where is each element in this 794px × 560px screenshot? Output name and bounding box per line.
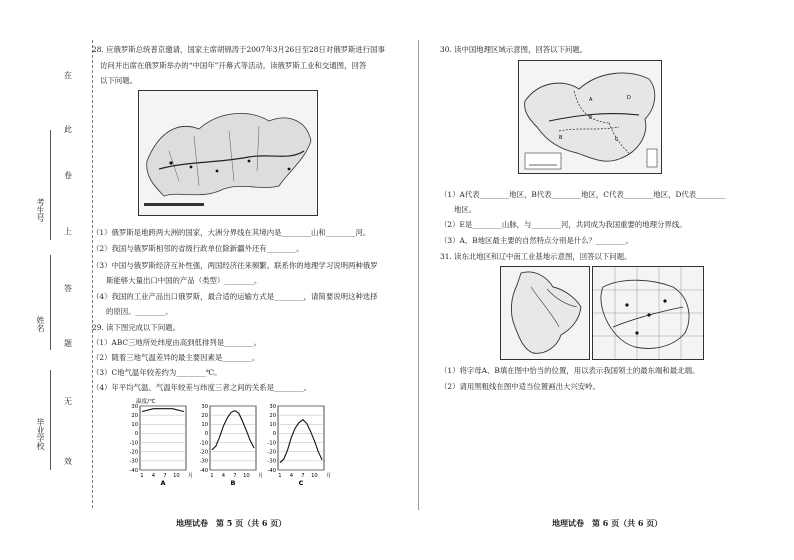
y-tick-label: 0: [272, 431, 276, 438]
china-regions-map: [518, 60, 662, 174]
field-exam-number-label: 考生号: [36, 198, 45, 222]
y-tick-label: 30: [201, 403, 208, 410]
q28-item: （1）俄罗斯是地跨两大洲的国家，大洲分界线在其境内是________山和________河。: [92, 228, 371, 237]
panel-label: A: [160, 479, 166, 487]
y-tick-label: -30: [129, 458, 138, 465]
y-tick-label: 20: [269, 412, 276, 419]
q31-stem: 31. 读东北地区和辽中南工业基地示意图，回答以下问题。: [440, 252, 632, 261]
x-tick-label: 7: [163, 473, 167, 479]
seal-char: 题: [64, 339, 72, 348]
x-tick-label: 1: [140, 473, 144, 479]
panel-label: C: [298, 479, 304, 487]
china-map-drawing: [519, 61, 661, 173]
svg-text:E: E: [589, 115, 593, 121]
q28-stem-line: 28. 应俄罗斯总统普京邀请，国家主席胡锦涛于2007年3月26日至28日对俄罗斯进行国事: [92, 45, 385, 54]
q28-item: 斯能够大量出口中国的产品（类型）________。: [106, 276, 262, 285]
y-tick-label: 30: [269, 403, 276, 410]
liaozhongnan-map-drawing: [593, 267, 703, 359]
left-page-footer: 地理试卷 第 5 页（共 6 页）: [176, 518, 287, 528]
svg-text:C: C: [615, 137, 619, 143]
y-tick-label: -10: [129, 440, 138, 447]
q28-item: （2）我国与俄罗斯相邻的省级行政单位除新疆外还有________。: [92, 244, 304, 253]
q31-item: （1）将字母A、B填在图中恰当的位置，用以表示我国领土的最东端和最北端。: [440, 366, 700, 375]
chart-frame: [140, 406, 186, 470]
y-tick-label: 0: [204, 431, 208, 438]
y-axis-label: 温度/℃: [136, 399, 156, 405]
q30-item: （3）A、B地区最主要的自然特点分别是什么？________。: [440, 236, 633, 245]
field-exam-number-line: [50, 130, 51, 240]
seal-char: 答: [64, 284, 72, 293]
svg-text:B: B: [559, 135, 563, 141]
y-tick-label: 0: [134, 431, 138, 438]
x-axis-label: 月: [258, 473, 264, 479]
y-tick-label: -40: [199, 467, 208, 474]
q29-item: （4）年平均气温、气温年较差与纬度三者之间的关系是________。: [92, 383, 312, 392]
x-tick-label: 1: [278, 473, 282, 479]
page-divider: [418, 40, 419, 510]
chart-frame: [278, 406, 324, 470]
q29-stem: 29. 读下图完成以下问题。: [92, 323, 181, 332]
q31-item: （2）请用黑粗线在图中适当位置画出大兴安岭。: [440, 382, 600, 391]
x-tick-label: 7: [301, 473, 305, 479]
svg-text:A: A: [589, 97, 593, 103]
x-tick-label: 10: [173, 473, 180, 479]
binding-dashed-line: [92, 40, 93, 508]
x-axis-label: 月: [326, 473, 332, 479]
field-name-line: [50, 255, 51, 350]
x-axis-label: 月: [188, 473, 194, 479]
panel-label: B: [230, 479, 236, 487]
x-tick-label: 4: [151, 473, 156, 479]
northeast-china-map: [500, 266, 590, 360]
field-name-label: 姓名: [36, 316, 45, 332]
q28-stem-line: 访问并出席在俄罗斯举办的“中国年”开幕式等活动。读俄罗斯工业和交通图，回答: [100, 61, 367, 70]
y-tick-label: 20: [201, 412, 208, 419]
climate-charts: [118, 394, 332, 492]
x-tick-label: 4: [221, 473, 226, 479]
x-tick-label: 10: [311, 473, 318, 479]
q28-item: （3）中国与俄罗斯经济互补性强，两国经济往来频繁。联系你的地理学习说明两种俄罗: [92, 261, 378, 270]
liaozhongnan-industrial-map: [592, 266, 704, 360]
y-tick-label: -30: [267, 458, 276, 465]
q28-stem-line: 以下问题。: [100, 76, 137, 85]
y-tick-label: -10: [267, 440, 276, 447]
q29-item: （2）随着三地气温差异的最主要因素是________。: [92, 353, 260, 362]
y-tick-label: 10: [201, 422, 208, 429]
russia-map-drawing: [139, 91, 317, 215]
field-school-line: [50, 370, 51, 470]
q29-item: （1）ABC三地所处纬度由高到低排列是________。: [92, 338, 262, 347]
svg-text:D: D: [627, 95, 631, 101]
y-tick-label: 10: [131, 422, 138, 429]
q30-item: （1）A代表________地区，B代表________地区，C代表________地区，D代表________: [440, 190, 726, 199]
seal-char: 效: [64, 457, 72, 466]
seal-char: 上: [64, 227, 72, 236]
y-tick-label: -40: [129, 467, 138, 474]
seal-char: 卷: [64, 171, 72, 180]
y-tick-label: 10: [269, 422, 276, 429]
field-school-label: 毕业学校: [36, 418, 45, 450]
q28-item: （4）我国的工业产品出口俄罗斯，最合适的运输方式是________，请简要说明这种选择: [92, 292, 378, 301]
q30-stem: 30. 读中国地理区域示意图，回答以下问题。: [440, 45, 588, 54]
y-tick-label: -10: [199, 440, 208, 447]
northeast-map-drawing: [501, 267, 589, 359]
x-tick-label: 7: [233, 473, 237, 479]
seal-char: 无: [64, 397, 72, 406]
y-tick-label: -20: [267, 449, 276, 456]
seal-char: 在: [64, 71, 72, 80]
q29-item: （3）C地气温年较差约为________℃。: [92, 368, 222, 377]
y-tick-label: -20: [129, 449, 138, 456]
x-tick-label: 4: [289, 473, 294, 479]
q30-item: 地区。: [454, 205, 477, 214]
q30-item: （2）E是________山脉，与________河，共同成为我国重要的地理分界线。: [440, 220, 687, 229]
y-tick-label: 20: [131, 412, 138, 419]
y-tick-label: 30: [131, 403, 138, 410]
russia-industry-transport-map: [138, 90, 318, 216]
seal-char: 此: [64, 125, 72, 134]
right-page-footer: 地理试卷 第 6 页（共 6 页）: [552, 518, 663, 528]
q28-item: 的原因。________。: [106, 307, 173, 316]
y-tick-label: -20: [199, 449, 208, 456]
x-tick-label: 1: [210, 473, 214, 479]
x-tick-label: 10: [243, 473, 250, 479]
y-tick-label: -30: [199, 458, 208, 465]
y-tick-label: -40: [267, 467, 276, 474]
